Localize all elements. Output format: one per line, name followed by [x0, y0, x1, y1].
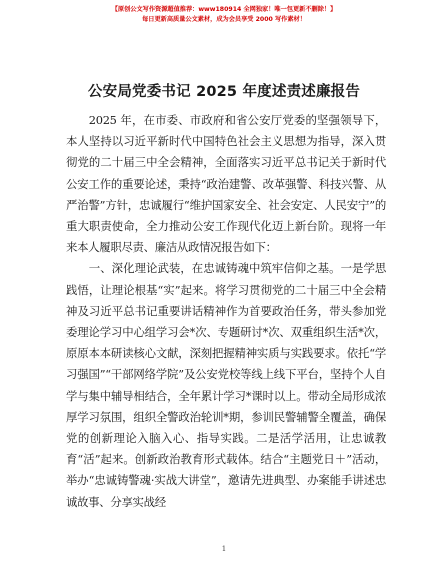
document-body	[66, 110, 386, 513]
promo-banner	[0, 5, 448, 25]
page-number: 1	[221, 545, 227, 553]
body-paragraph-intro: 2025 年，在市委、市政府和省公安厅党委的坚强领导下，本人坚持以习近平新时代中国特色社会主义思想为指导，深入贯彻党的二十届三中全会精神，全面落实习近平总书记关于新时代公安工作的重要论述，秉持“政治建警、改革强警、科技兴警、从严治警”方针，忠诚履行“维护国家安全、社会安定、人民安宁”的重大职责使命，全力推动公安工作现代化迈上新台阶。现将一年来本人履职尽责、廉洁从政情况报告如下：	[66, 113, 386, 255]
banner-line-2: 每日更新高质量公文素材，成为会员享受 2000 写作素材！	[142, 16, 306, 23]
banner-line-1: 【原创公文写作资源超值推荐：www180914 全网独家！唯一包更新不删除！】	[111, 6, 337, 13]
document-title: 公安局党委书记 2025 年度述责述廉报告	[87, 84, 361, 100]
body-paragraph-section-1: 一、深化理论武装，在忠诚铸魂中筑牢信仰之基。一是学思践悟，让理论根基“实”起来。将学习贯彻党的二十届三中全会精神及习近平总书记重要讲话精神作为首要政治任务，带头参加党委理论学习中心组学习会*次、专题研讨*次、双重组织生活*次，原原本本研读核心文献，深刻把握精神实质与实践要求。依托“学习强国”“干部网络学院”及公安党校等线上线下平台，坚持个人自学与集中辅导相结合，全年累计学习*课时以上。带动全局形成浓厚学习氛围，组织全警政治轮训*期，参训民警辅警全覆盖，确保党的创新理论入脑入心、指导实践。二是活学活用，让忠诚教育“活”起来。创新政治教育形式载体。结合“主题党日＋”活动，举办“忠诚铸警魂·实战大讲堂”，邀请先进典型、办案能手讲述忠诚故事、分享实战经	[66, 261, 386, 509]
